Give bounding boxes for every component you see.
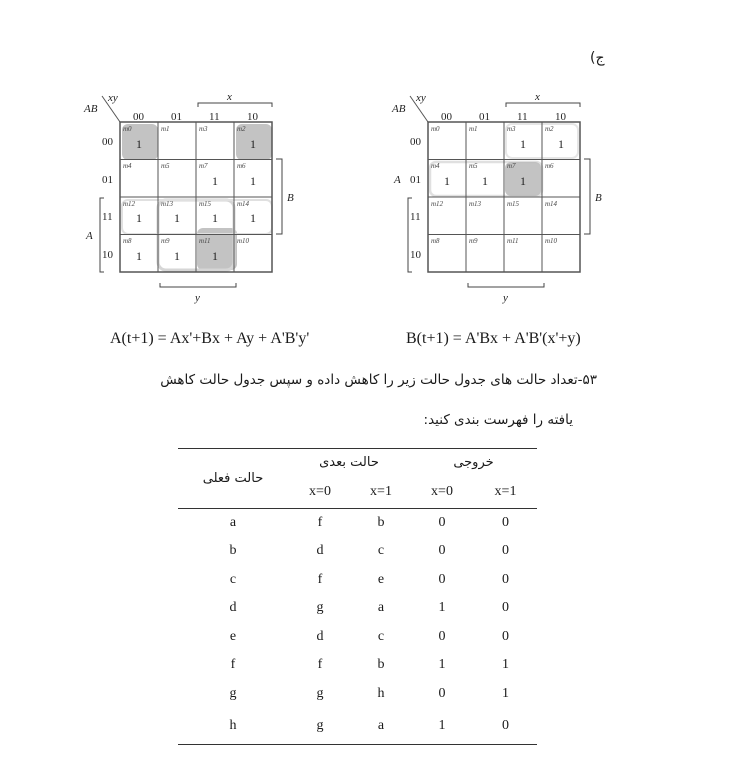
svg-text:m13: m13 (469, 200, 482, 208)
svg-text:1: 1 (250, 174, 256, 188)
svg-text:01: 01 (171, 111, 182, 123)
svg-text:00: 00 (410, 136, 421, 148)
svg-text:10: 10 (555, 111, 566, 123)
equation-A: A(t+1) = Ax'+Bx + Ay + A'B'y' (110, 330, 310, 347)
equation-B: B(t+1) = A'Bx + A'B'(x'+y) (406, 330, 581, 347)
bracket-A-label: A (86, 230, 93, 242)
svg-text:m6: m6 (237, 162, 246, 170)
svg-text:m4: m4 (431, 162, 440, 170)
table-row: h g a 1 0 (178, 708, 537, 744)
svg-text:m14: m14 (237, 200, 250, 208)
header-output: خروجی (453, 455, 494, 471)
svg-text:m2: m2 (237, 125, 246, 133)
svg-text:m5: m5 (161, 162, 170, 170)
col-headers (133, 111, 259, 123)
svg-text:m6: m6 (545, 162, 554, 170)
svg-text:01: 01 (410, 174, 421, 186)
part-marker: ج) (590, 50, 605, 66)
svg-text:m13: m13 (161, 200, 174, 208)
corner-col-var: xy (416, 92, 426, 104)
svg-text:1: 1 (212, 249, 218, 263)
svg-text:10: 10 (247, 111, 258, 123)
svg-text:00: 00 (133, 111, 144, 123)
svg-text:m3: m3 (507, 125, 516, 133)
svg-text:m7: m7 (507, 162, 516, 170)
svg-text:m0: m0 (123, 125, 132, 133)
svg-text:1: 1 (174, 211, 180, 225)
svg-text:m14: m14 (545, 200, 558, 208)
bracket-A-label: A (394, 174, 401, 186)
svg-text:10: 10 (410, 249, 421, 261)
kmap-left (80, 88, 310, 308)
svg-text:m12: m12 (123, 200, 136, 208)
svg-text:1: 1 (444, 174, 450, 188)
state-table (178, 448, 537, 745)
svg-text:m15: m15 (199, 200, 212, 208)
svg-text:m9: m9 (469, 237, 478, 245)
svg-text:m8: m8 (123, 237, 132, 245)
problem-line-1: ۵۳-تعداد حالت های جدول حالت زیر را کاهش داده و سپس جدول حالت کاهش (160, 372, 597, 388)
svg-text:m15: m15 (507, 200, 520, 208)
table-row: g g h 0 1 (229, 685, 509, 701)
table-row: b d c 0 0 (229, 543, 509, 559)
svg-text:m3: m3 (199, 125, 208, 133)
svg-text:10: 10 (102, 249, 113, 261)
svg-text:m4: m4 (123, 162, 132, 170)
svg-text:m10: m10 (237, 237, 250, 245)
svg-text:m11: m11 (199, 237, 211, 245)
bracket-B-label: B (595, 192, 602, 204)
svg-text:m0: m0 (431, 125, 440, 133)
svg-text:m12: m12 (431, 200, 444, 208)
svg-text:11: 11 (410, 211, 421, 223)
svg-text:1: 1 (520, 137, 526, 151)
svg-text:m11: m11 (507, 237, 519, 245)
table-row: e d c 0 0 (229, 628, 509, 644)
svg-text:1: 1 (136, 137, 142, 151)
svg-text:1: 1 (136, 211, 142, 225)
svg-text:1: 1 (174, 249, 180, 263)
svg-text:1: 1 (250, 137, 256, 151)
header-present-state: حالت فعلی (178, 449, 288, 509)
svg-text:1: 1 (520, 174, 526, 188)
svg-text:m2: m2 (545, 125, 554, 133)
header-out-x1: x=1 (494, 484, 517, 500)
header-next-state: حالت بعدی (319, 455, 379, 471)
svg-text:01: 01 (479, 111, 490, 123)
svg-text:m5: m5 (469, 162, 478, 170)
kmap-right (388, 88, 618, 308)
svg-text:m9: m9 (161, 237, 170, 245)
svg-text:m8: m8 (431, 237, 440, 245)
table-row: d g a 1 0 (229, 600, 509, 616)
svg-text:1: 1 (136, 249, 142, 263)
table-row: a f b 0 0 (229, 515, 509, 530)
svg-text:1: 1 (250, 211, 256, 225)
problem-line-2: یافته را فهرست بندی کنید: (423, 412, 573, 428)
svg-text:m10: m10 (545, 237, 558, 245)
svg-text:1: 1 (558, 137, 564, 151)
svg-text:11: 11 (517, 111, 528, 123)
svg-text:00: 00 (102, 136, 113, 148)
bracket-B-label: B (287, 192, 294, 204)
svg-text:00: 00 (441, 111, 452, 123)
bracket-y-label: y (503, 292, 508, 304)
header-next-x0: x=0 (309, 484, 331, 500)
table-row: f f b 1 1 (230, 657, 509, 673)
header-out-x0: x=0 (431, 484, 453, 500)
header-next-x1: x=1 (370, 484, 392, 500)
svg-text:m1: m1 (161, 125, 170, 133)
svg-text:11: 11 (209, 111, 220, 123)
table-row: c f e 0 0 (229, 571, 509, 587)
corner-row-var: AB (84, 103, 98, 115)
svg-text:1: 1 (212, 211, 218, 225)
svg-text:m1: m1 (469, 125, 478, 133)
corner-col-var: xy (108, 92, 118, 104)
svg-text:m7: m7 (199, 162, 208, 170)
svg-text:11: 11 (102, 211, 113, 223)
svg-text:1: 1 (212, 174, 218, 188)
bracket-x-label: x (227, 91, 232, 103)
corner-row-var: AB (392, 103, 406, 115)
bracket-x-label: x (535, 91, 540, 103)
bracket-y-label: y (195, 292, 200, 304)
col-headers (441, 111, 567, 123)
svg-text:01: 01 (102, 174, 113, 186)
svg-text:1: 1 (482, 174, 488, 188)
